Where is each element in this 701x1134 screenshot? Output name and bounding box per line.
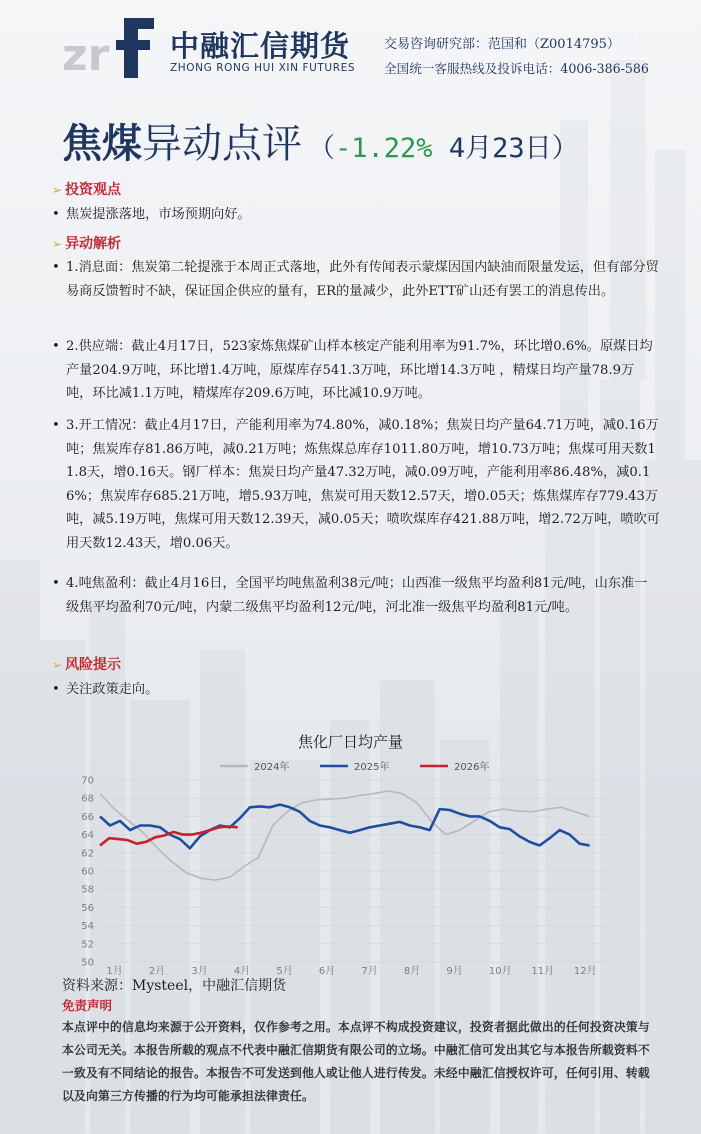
y-tick-label: 68 (81, 793, 94, 805)
y-tick-label: 70 (81, 775, 94, 787)
heading-label: 投资观点 (65, 182, 122, 198)
title-open-paren: （ (308, 133, 335, 164)
x-tick-label: 10月 (488, 966, 512, 977)
title-commodity: 焦煤 (62, 121, 142, 167)
bullet-icon: • (52, 207, 60, 222)
disclaimer-heading: 免责声明 (62, 998, 113, 1013)
report-title (62, 112, 579, 167)
heading-label: 风险提示 (65, 657, 122, 673)
x-tick-label: 1月 (106, 966, 123, 977)
x-tick-label: 4月 (233, 966, 251, 977)
series-line-2026年 (100, 826, 238, 845)
x-tick-label: 3月 (191, 966, 208, 977)
legend-label: 2024年 (254, 762, 290, 773)
investment-view-heading (52, 179, 121, 199)
heading-label: 异动解析 (65, 236, 122, 252)
x-tick-label: 11月 (531, 966, 555, 977)
x-tick-label: 12月 (573, 966, 597, 977)
x-tick-label: 7月 (361, 966, 378, 977)
title-date: 4月23日 (448, 133, 552, 164)
analysis-item-profit (52, 572, 660, 619)
disclaimer-text: 本点评中的信息均来源于公开资料，仅作参考之用。本点评不构成投资建议，投资者据此做出的任何投资决策与本公司无关。本报告所载的观点不代表中融汇信期货有限公司的立场。中融汇信可发出其它与本报告所载资料不一致及有不同结论的报告。本报告不可发送到他人或让他人进行传发。未经中融汇信授权许可，任何引用、转载以及向第三方传播的行为均可能承担法律责任。 (62, 1020, 650, 1103)
title-close-paren: ） (551, 133, 579, 164)
x-tick-label: 5月 (276, 966, 293, 977)
y-tick-label: 50 (81, 957, 94, 969)
y-tick-label: 58 (81, 884, 94, 896)
data-source: 资料来源：Mysteel，中融汇信期货 (62, 978, 287, 994)
x-tick-label: 9月 (446, 966, 463, 977)
legend-label: 2026年 (454, 762, 490, 773)
paragraph-text: 关注政策走向。 (66, 682, 159, 697)
title-change: -1.22% (335, 133, 433, 164)
logo-chinese-name: 中融汇信期货 (170, 29, 351, 63)
research-analyst-line: 交易咨询研究部：范国和（Z0014795） (384, 37, 620, 52)
svg-text:zr: zr (62, 30, 110, 78)
analysis-item-news (52, 256, 660, 303)
arrow-icon: ➢ (52, 183, 63, 197)
risk-heading (52, 654, 121, 674)
bullet-icon: • (52, 260, 60, 275)
bullet-icon: • (52, 682, 60, 697)
bullet-icon: • (52, 576, 60, 591)
y-tick-label: 52 (81, 939, 94, 951)
paragraph-text: 2.供应端：截止4月17日，523家炼焦煤矿山样本核定产能利用率为91.7%，环比增0.6%。原煤日均产量204.9万吨，环比增1.4万吨，原煤库存541.3万吨，环比增14.3万吨 ，精煤日均产量78.9万吨，环比减1.1万吨，精煤库存209.6万吨，环比减10.9万吨。 (66, 339, 653, 401)
y-tick-label: 66 (81, 811, 94, 823)
x-tick-label: 6月 (318, 966, 336, 977)
x-tick-label: 8月 (403, 966, 421, 977)
paragraph-text: 3.开工情况：截止4月17日，产能利用率为74.80%，减0.18%；焦炭日均产量64.71万吨，减0.16万吨；焦炭库存81.86万吨，减0.21万吨；炼焦煤总库存1011.80万吨，增10.73万吨；焦煤可用天数11.8天，增0.16天。钢厂样本：焦炭日均产量47.32万吨，减0.09万吨，产能利用率86.48%，减0.16%；焦炭库存685.21万吨，增5.93万吨，焦炭可用天数12.57天，增0.05天；炼焦煤库存779.43万吨，减5.19万吨，焦煤可用天数12.39天，减0.05天；喷吹煤库存421.88万吨，增2.72万吨，喷吹可用天数12.43天，增0.06天。 (66, 418, 660, 551)
y-tick-label: 60 (81, 866, 94, 878)
bullet-icon: • (52, 418, 60, 433)
arrow-icon: ➢ (52, 658, 63, 672)
y-tick-label: 64 (81, 830, 94, 842)
arrow-icon: ➢ (52, 237, 63, 251)
risk-text (52, 678, 660, 702)
coking-plant-output-chart (70, 756, 630, 978)
y-tick-label: 62 (81, 848, 94, 860)
chart-title: 焦化厂日均产量 (297, 733, 403, 751)
analysis-item-supply (52, 335, 660, 406)
y-tick-label: 56 (81, 902, 94, 914)
zrf-logo-mark-icon (62, 12, 162, 78)
x-tick-label: 2月 (148, 966, 166, 977)
paragraph-text: 4.吨焦盈利：截止4月16日，全国平均吨焦盈利38元/吨；山西准一级焦平均盈利81元/吨，山东准一级焦平均盈利70元/吨，内蒙二级焦平均盈利12元/吨，河北准一级焦平均盈利81元/吨。 (66, 576, 648, 615)
legend-label: 2025年 (354, 762, 390, 773)
logo-english-name: ZHONG RONG HUI XIN FUTURES (170, 62, 356, 74)
bullet-icon: • (52, 339, 60, 354)
analysis-heading (52, 233, 121, 253)
hotline-line: 全国统一客服热线及投诉电话：4006-386-586 (384, 61, 649, 76)
analysis-item-operations (52, 414, 660, 555)
paragraph-text: 焦炭提涨落地，市场预期向好。 (66, 207, 251, 222)
title-kind: 异动点评 (142, 121, 302, 167)
y-tick-label: 54 (81, 921, 94, 933)
title-meta (308, 133, 579, 164)
paragraph-text: 1.消息面：焦炭第二轮提涨于本周正式落地，此外有传闻表示蒙煤因国内缺油而限量发运，但有部分贸易商反馈暂时不缺，保证国企供应的量有，ER的量减少，此外ETT矿山还有罢工的消息传出。 (66, 260, 659, 299)
company-logo (62, 12, 380, 78)
investment-view-text (52, 203, 660, 227)
